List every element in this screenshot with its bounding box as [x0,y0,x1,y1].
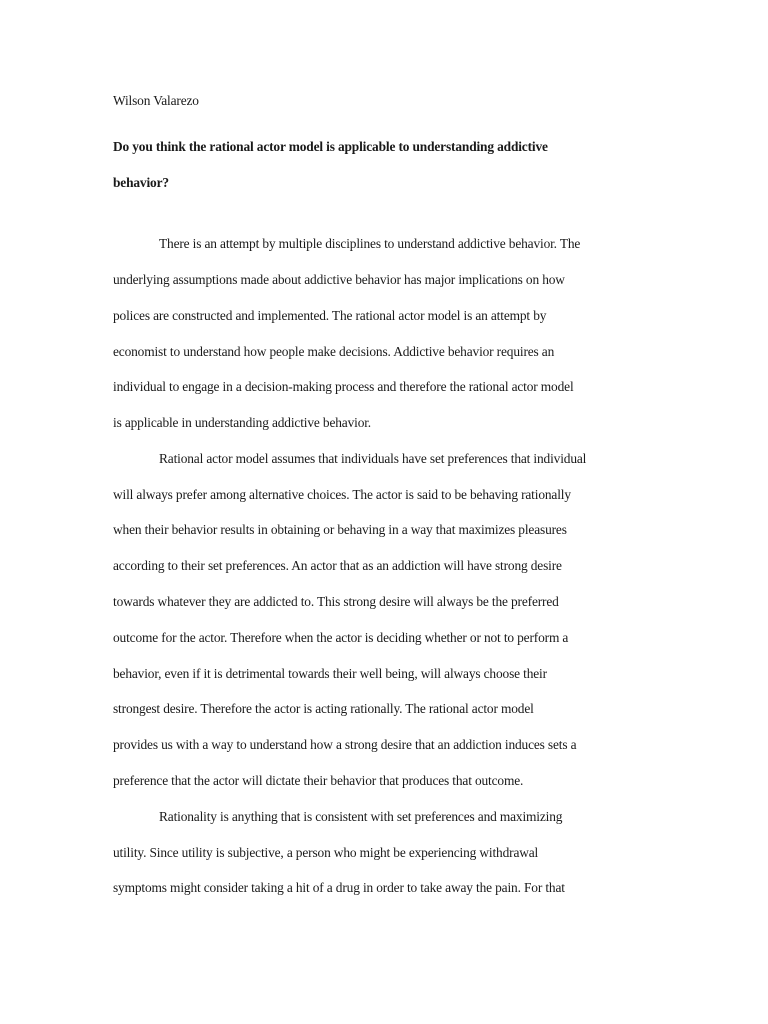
paragraph-line: strongest desire. Therefore the actor is acting rationally. The rational actor model [113,701,534,716]
essay-question [113,129,653,201]
paragraph-line: Rationality is anything that is consistent with set preferences and maximizing [159,809,563,824]
paragraph-line: according to their set preferences. An actor that as an addiction will have strong desire [113,558,562,573]
paragraph-line: preference that the actor will dictate their behavior that produces that outcome. [113,773,524,788]
paragraph-line: polices are constructed and implemented. The rational actor model is an attempt by [113,308,547,323]
author-name: Wilson Valarezo [113,93,199,108]
paragraph-line: towards whatever they are addicted to. This strong desire will always be the preferred [113,594,559,609]
paragraph-line: utility. Since utility is subjective, a person who might be experiencing withdrawal [113,845,539,860]
paragraph-line: underlying assumptions made about addictive behavior has major implications on how [113,272,565,287]
paragraph-line: will always prefer among alternative choices. The actor is said to be behaving rationally [113,487,571,502]
question-line: Do you think the rational actor model is applicable to understanding addictive [113,139,548,154]
paragraph-line: Rational actor model assumes that individuals have set preferences that individual [159,451,587,466]
paragraph-line: symptoms might consider taking a hit of a drug in order to take away the pain. For that [113,880,565,895]
paragraph-line: individual to engage in a decision-making process and therefore the rational actor model [113,379,574,394]
paragraph-line: when their behavior results in obtaining or behaving in a way that maximizes pleasures [113,522,567,537]
paragraph-line: provides us with a way to understand how a strong desire that an addiction induces sets a [113,737,577,752]
question-line: behavior? [113,175,169,190]
paragraph-line: behavior, even if it is detrimental towards their well being, will always choose their [113,666,547,681]
paragraph-line: is applicable in understanding addictive behavior. [113,415,372,430]
paragraph-line: economist to understand how people make decisions. Addictive behavior requires an [113,344,555,359]
paragraph-line: outcome for the actor. Therefore when the actor is deciding whether or not to perform a [113,630,569,645]
paragraph-line: There is an attempt by multiple disciplines to understand addictive behavior. The [159,236,581,251]
